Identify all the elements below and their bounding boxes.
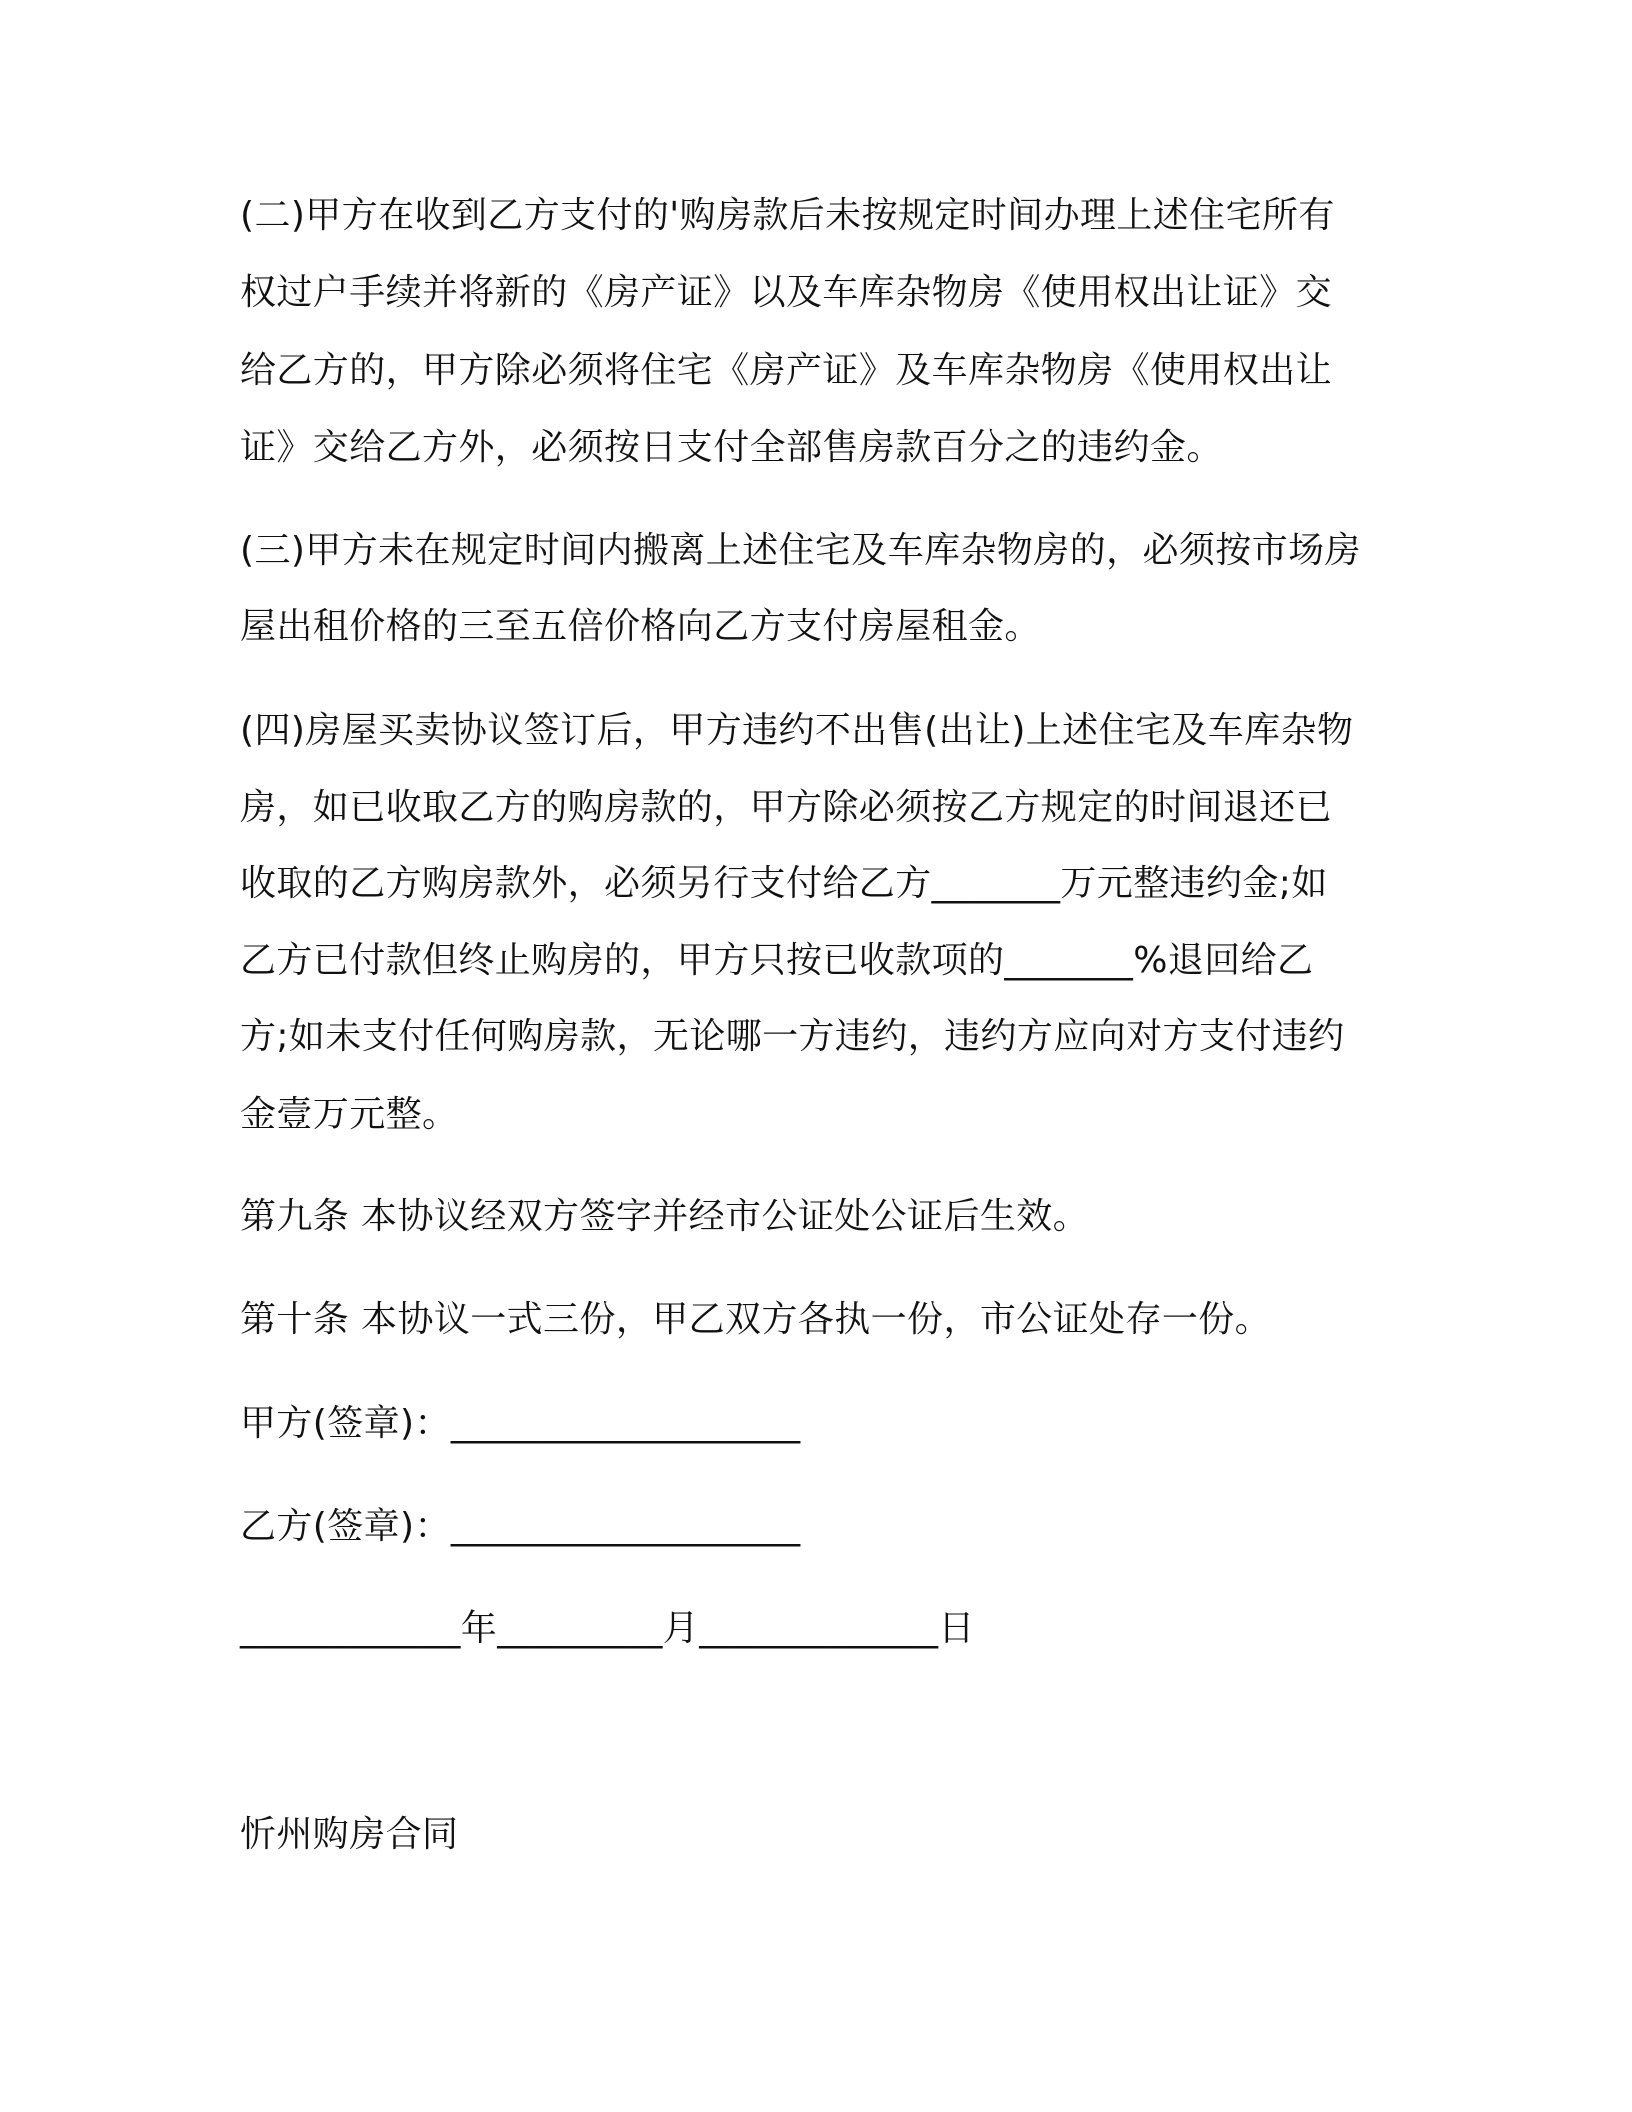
- clause-2-line: 证》交给乙方外，必须按日支付全部售房款百分之的违约金。: [240, 427, 1223, 468]
- clause-4-line: (四)房屋买卖协议签订后，甲方违约不出售(出让)上述住宅及车库杂物: [240, 710, 1354, 751]
- article-10: 第十条 本协议一式三份，甲乙双方各执一份，市公证处存一份。: [240, 1299, 1272, 1340]
- clause-4-line: 金壹万元整。: [240, 1094, 459, 1135]
- clause-2-line: 给乙方的，甲方除必须将住宅《房产证》及车库杂物房《使用权出让: [240, 350, 1333, 391]
- clause-4-line: 方;如未支付任何购房款，无论哪一方违约，违约方应向对方支付违约: [240, 1016, 1345, 1057]
- party-b-signature: 乙方(签章)：___________________: [240, 1506, 801, 1547]
- article-9: 第九条 本协议经双方签字并经市公证处公证后生效。: [240, 1196, 1090, 1237]
- clause-4-line: 乙方已付款但终止购房的，甲方只按已收款项的_______%退回给乙: [240, 940, 1314, 981]
- clause-2-line: 权过户手续并将新的《房产证》以及车库杂物房《使用权出让证》交: [240, 272, 1333, 313]
- clause-3-line: (三)甲方未在规定时间内搬离上述住宅及车库杂物房的，必须按市场房: [240, 530, 1361, 571]
- clause-3-line: 屋出租价格的三至五倍价格向乙方支付房屋租金。: [240, 606, 1041, 647]
- date-line: ____________年_________月_____________日: [240, 1608, 975, 1649]
- next-document-title: 忻州购房合同: [240, 1814, 459, 1855]
- clause-2-line: (二)甲方在收到乙方支付的'购房款后未按规定时间办理上述住宅所有: [240, 195, 1335, 236]
- clause-4-line: 房，如已收取乙方的购房款的，甲方除必须按乙方规定的时间退还已: [240, 787, 1333, 828]
- party-a-signature: 甲方(签章)：___________________: [240, 1403, 801, 1444]
- clause-4-line: 收取的乙方购房款外，必须另行支付给乙方_______万元整违约金;如: [240, 863, 1328, 904]
